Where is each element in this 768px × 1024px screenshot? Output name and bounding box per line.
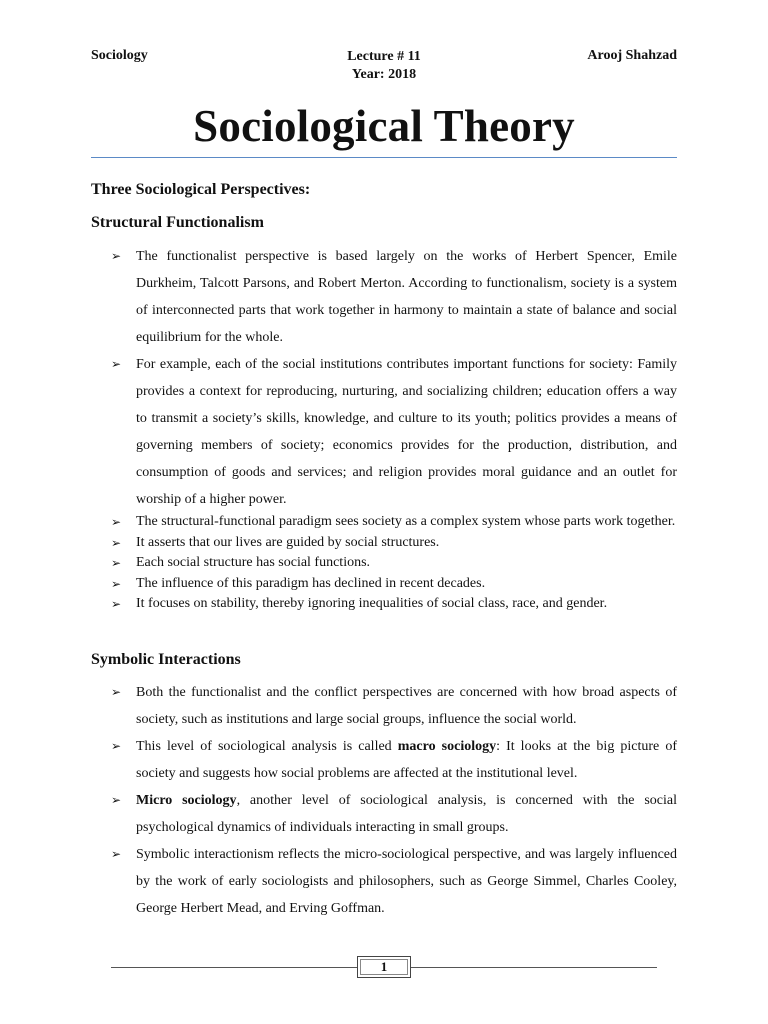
page-number: 1 (357, 956, 411, 978)
list-item-text: It focuses on stability, thereby ignoring inequalities of social class, race, and gender. (136, 596, 608, 611)
term-micro-sociology: Micro sociology (136, 793, 237, 808)
title-divider (91, 157, 677, 158)
list-item-text: Symbolic interactionism reflects the micro-sociological perspective, and was largely influenced by the work of early sociologists and philosophers, such as George Simmel, Charles Cooley, George Herbert Mead, and Erving Goffman. (136, 847, 677, 916)
list-item (111, 243, 677, 351)
structural-functionalism-list (111, 243, 677, 515)
header-lecture-number: Lecture # 11 (347, 49, 421, 64)
list-item-text: Each social structure has social functions. (136, 555, 371, 570)
arrowhead-bullet-icon: ➢ (111, 793, 122, 807)
list-item-text: For example, each of the social institutions contributes important functions for society: Family provides a context for reproducing, nurturing, and socializing children; education offers a way to transmit a society’s skills, knowledge, and culture to its youth; politics provides a means of governing members of society; economics provides for the production, distribution, and consumption of goods and services; and religion provides moral guidance and an outlet for worship of a higher power. (136, 357, 677, 507)
term-macro-sociology: macro sociology (397, 739, 497, 754)
list-item (111, 841, 677, 922)
symbolic-interactions-list (111, 679, 677, 922)
list-item (111, 512, 677, 533)
list-item-text-post: , another level of sociological analysis, is concerned with the social psychological dynamics of individuals interacting in small groups. (136, 793, 677, 835)
list-item-text-post: : It looks at the big picture of society and suggests how social problems are affected at the institutional level. (136, 739, 677, 781)
list-item-text: It asserts that our lives are guided by social structures. (136, 534, 440, 550)
list-item-text-pre: This level of sociological analysis is called (136, 739, 398, 754)
list-item (111, 553, 677, 574)
list-item (111, 733, 677, 787)
arrowhead-bullet-icon: ➢ (111, 535, 122, 550)
document-title: Sociological Theory (193, 101, 575, 151)
arrowhead-bullet-icon: ➢ (111, 515, 122, 529)
heading-structural-functionalism: Structural Functionalism (91, 214, 264, 231)
list-item (111, 787, 677, 841)
header-author: Arooj Shahzad (587, 48, 677, 63)
list-item (111, 594, 677, 615)
list-item (111, 679, 677, 733)
page-header (91, 48, 677, 84)
list-item (111, 574, 677, 595)
arrowhead-bullet-icon: ➢ (111, 847, 122, 861)
header-course: Sociology (91, 48, 148, 63)
list-item-text: Both the functionalist and the conflict perspectives are concerned with how broad aspects of society, such as institutions and large social groups, influence the social world. (136, 685, 677, 727)
list-item-text: The influence of this paradigm has declined in recent decades. (136, 575, 486, 591)
arrowhead-bullet-icon: ➢ (111, 249, 122, 263)
heading-symbolic-interactions: Symbolic Interactions (91, 651, 241, 668)
list-item (111, 533, 677, 554)
arrowhead-bullet-icon: ➢ (111, 597, 122, 611)
heading-perspectives: Three Sociological Perspectives: (91, 181, 311, 198)
arrowhead-bullet-icon: ➢ (111, 739, 122, 753)
arrowhead-bullet-icon: ➢ (111, 556, 122, 570)
list-item-text: The structural-functional paradigm sees society as a complex system whose parts work together. (136, 514, 676, 529)
arrowhead-bullet-icon: ➢ (111, 576, 122, 591)
list-item-text: The functionalist perspective is based largely on the works of Herbert Spencer, Emile Durkheim, Talcott Parsons, and Robert Merton. According to functionalism, society is a system of interconnected parts that work together in harmony to maintain a state of balance and social equilibrium for the whole. (136, 249, 677, 345)
arrowhead-bullet-icon: ➢ (111, 357, 122, 371)
list-item (111, 351, 677, 513)
header-year: Year: 2018 (351, 67, 417, 82)
structural-functionalism-summary-list (111, 512, 677, 615)
arrowhead-bullet-icon: ➢ (111, 685, 122, 699)
